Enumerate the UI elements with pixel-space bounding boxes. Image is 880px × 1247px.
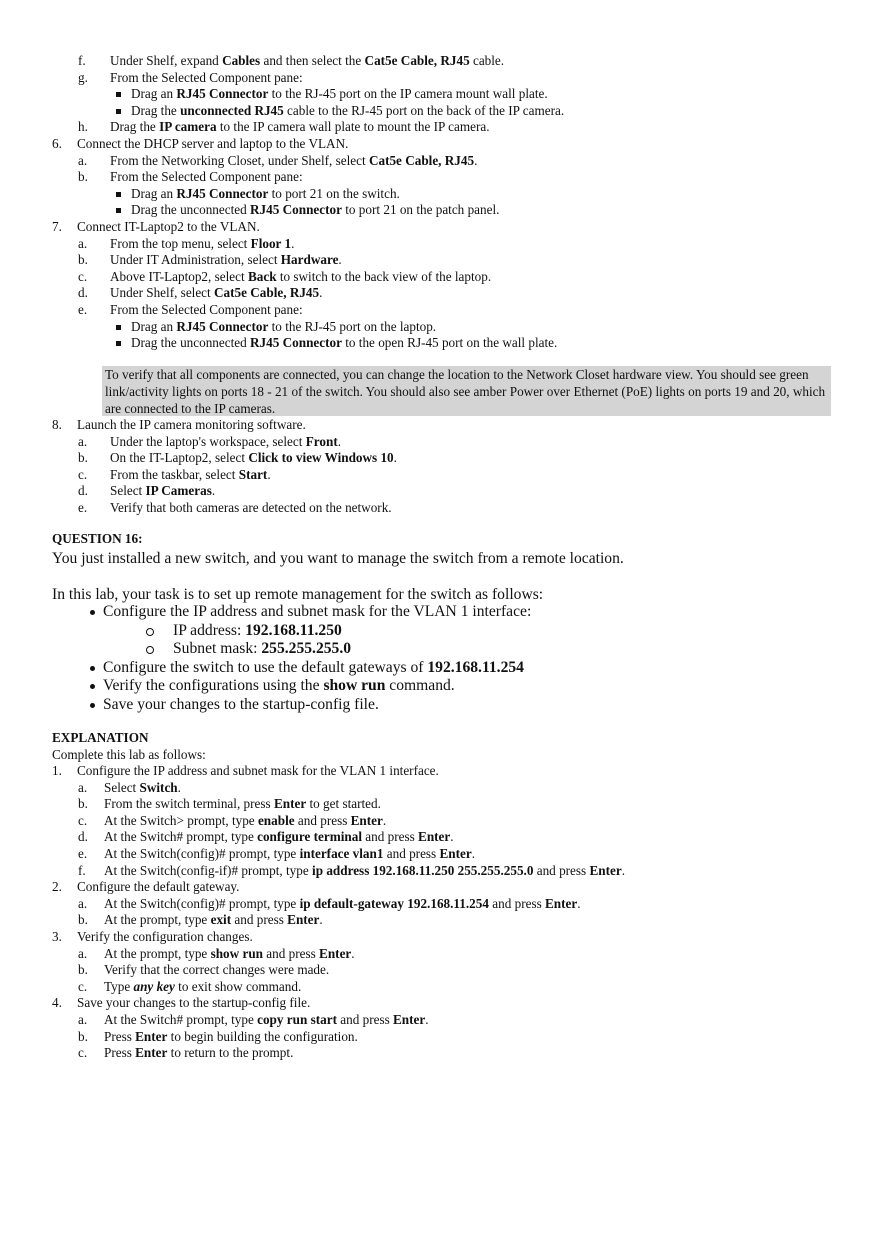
- substep-label: c.: [78, 466, 88, 482]
- bullet-item: Drag the unconnected RJ45 Connector to port 21 on the patch panel.: [131, 202, 500, 218]
- substep-label: b.: [78, 962, 88, 978]
- substep-text: From the Selected Component pane:: [110, 69, 303, 85]
- substep-label: e.: [78, 846, 88, 861]
- substep-label: a.: [78, 152, 88, 168]
- substep-label: a.: [78, 1012, 88, 1027]
- substep-label: a.: [78, 235, 88, 251]
- bullet-square-icon: [116, 208, 121, 213]
- requirement-item: Configure the switch to use the default gateways of 192.168.11.254: [103, 658, 524, 676]
- substep-label: b.: [78, 1028, 88, 1044]
- bullet-item: Drag an RJ45 Connector to the RJ-45 port on the IP camera mount wall plate.: [131, 86, 548, 102]
- bullet-square-icon: [116, 341, 121, 346]
- explanation-intro: Complete this lab as follows:: [52, 747, 206, 762]
- step-title: Configure the default gateway.: [77, 879, 240, 895]
- substep-text: At the Switch> prompt, type enable and press Enter.: [104, 812, 387, 828]
- bullet-item: Drag the unconnected RJ45 cable to the RJ-45 port on the back of the IP camera.: [131, 102, 565, 118]
- substep-label: f.: [78, 862, 86, 878]
- requirement-item: Verify the configurations using the show run command.: [103, 677, 455, 694]
- step-title: Save your changes to the startup-config file.: [77, 995, 311, 1011]
- step-number: 3.: [52, 929, 62, 944]
- bullet-dot-icon: [90, 703, 95, 708]
- substep-text: Press Enter to return to the prompt.: [104, 1045, 294, 1061]
- question-heading: QUESTION 16:: [52, 531, 143, 546]
- substep-text: Drag the IP camera to the IP camera wall plate to mount the IP camera.: [110, 119, 490, 135]
- substep-label: e.: [78, 500, 88, 515]
- substep-text: At the Switch(config)# prompt, type ip default-gateway 192.168.11.254 and press Enter.: [104, 895, 581, 911]
- substep-label: f.: [78, 53, 86, 68]
- substep-text: Verify that both cameras are detected on the network.: [110, 500, 392, 515]
- substep-text: At the Switch# prompt, type configure terminal and press Enter.: [104, 829, 454, 845]
- bullet-item: Drag the unconnected RJ45 Connector to the open RJ-45 port on the wall plate.: [131, 335, 558, 351]
- requirement-item: Save your changes to the startup-config file.: [103, 695, 379, 713]
- substep-text: Select Switch.: [104, 779, 181, 795]
- substep-text: From the Selected Component pane:: [110, 302, 303, 317]
- step-title: Connect the DHCP server and laptop to the VLAN.: [77, 136, 349, 151]
- bullet-circle-icon: [146, 646, 154, 654]
- bullet-dot-icon: [90, 610, 95, 615]
- substep-text: From the taskbar, select Start.: [110, 466, 271, 482]
- step-title: Verify the configuration changes.: [77, 929, 253, 944]
- substep-text: At the Switch(config)# prompt, type interface vlan1 and press Enter.: [104, 846, 476, 861]
- substep-label: a.: [78, 779, 88, 795]
- bullet-square-icon: [116, 109, 121, 114]
- substep-text: Press Enter to begin building the configuration.: [104, 1028, 358, 1044]
- substep-label: d.: [78, 829, 88, 845]
- substep-text: From the Selected Component pane:: [110, 169, 303, 185]
- substep-text: Under Shelf, expand Cables and then select the Cat5e Cable, RJ45 cable.: [110, 53, 505, 68]
- substep-text: At the Switch(config-if)# prompt, type ip address 192.168.11.250 255.255.255.0 and press Enter.: [104, 862, 626, 878]
- substep-label: b.: [78, 169, 88, 185]
- substep-label: d.: [78, 483, 88, 499]
- substep-label: d.: [78, 285, 88, 301]
- bullet-item: Drag an RJ45 Connector to port 21 on the switch.: [131, 185, 400, 201]
- substep-label: c.: [78, 812, 88, 828]
- bullet-item: Drag an RJ45 Connector to the RJ-45 port on the laptop.: [131, 318, 437, 334]
- bullet-circle-icon: [146, 628, 154, 636]
- step-number: 6.: [52, 136, 62, 151]
- bullet-dot-icon: [90, 684, 95, 689]
- verification-note: To verify that all components are connected, you can change the location to the Network Closet hardware view. You should see green link/activity lights on ports 18 - 21 of the switch. You should also see amber Power over Ethernet (PoE) lights on ports 19 and 20, which are connected to the IP cameras.: [102, 366, 831, 416]
- substep-text: At the prompt, type show run and press Enter.: [104, 945, 355, 961]
- substep-label: a.: [78, 895, 88, 911]
- substep-label: b.: [78, 912, 88, 928]
- substep-label: b.: [78, 450, 88, 466]
- substep-label: a.: [78, 945, 88, 961]
- bullet-square-icon: [116, 92, 121, 97]
- substep-text: On the IT-Laptop2, select Click to view Windows 10.: [110, 450, 397, 466]
- substep-text: Under the laptop's workspace, select Front.: [110, 433, 342, 449]
- bullet-dot-icon: [90, 666, 95, 671]
- step-number: 2.: [52, 879, 62, 895]
- explanation-heading: EXPLANATION: [52, 730, 149, 745]
- step-title: Launch the IP camera monitoring software.: [77, 417, 306, 432]
- substep-text: From the switch terminal, press Enter to get started.: [104, 796, 381, 812]
- substep-text: At the Switch# prompt, type copy run start and press Enter.: [104, 1012, 429, 1027]
- requirement-item: Subnet mask: 255.255.255.0: [173, 640, 352, 657]
- substep-text: Above IT-Laptop2, select Back to switch to the back view of the laptop.: [110, 268, 492, 284]
- substep-label: e.: [78, 302, 88, 317]
- substep-label: c.: [78, 978, 88, 994]
- question-task: In this lab, your task is to set up remote management for the switch as follows:: [52, 586, 544, 603]
- step-number: 7.: [52, 219, 62, 234]
- substep-label: c.: [78, 1045, 88, 1061]
- substep-text: Under Shelf, select Cat5e Cable, RJ45.: [110, 285, 323, 301]
- question-intro: You just installed a new switch, and you want to manage the switch from a remote location.: [52, 550, 624, 567]
- requirement-item: IP address: 192.168.11.250: [173, 621, 342, 639]
- substep-label: b.: [78, 252, 88, 268]
- substep-text: Type any key to exit show command.: [104, 978, 302, 994]
- requirement-item: Configure the IP address and subnet mask for the VLAN 1 interface:: [103, 603, 532, 620]
- step-number: 1.: [52, 763, 62, 778]
- substep-text: From the Networking Closet, under Shelf, select Cat5e Cable, RJ45.: [110, 152, 478, 168]
- step-number: 8.: [52, 417, 62, 432]
- substep-label: a.: [78, 433, 88, 449]
- substep-label: g.: [78, 69, 88, 85]
- step-title: Configure the IP address and subnet mask for the VLAN 1 interface.: [77, 763, 439, 778]
- bullet-square-icon: [116, 325, 121, 330]
- substep-label: b.: [78, 796, 88, 812]
- bullet-square-icon: [116, 192, 121, 197]
- substep-text: From the top menu, select Floor 1.: [110, 235, 295, 251]
- step-number: 4.: [52, 995, 62, 1011]
- substep-label: c.: [78, 268, 88, 284]
- substep-text: Under IT Administration, select Hardware.: [110, 252, 342, 268]
- substep-label: h.: [78, 119, 88, 135]
- substep-text: Verify that the correct changes were made.: [104, 962, 330, 978]
- substep-text: Select IP Cameras.: [110, 483, 216, 499]
- substep-text: At the prompt, type exit and press Enter.: [104, 912, 323, 928]
- step-title: Connect IT-Laptop2 to the VLAN.: [77, 219, 260, 234]
